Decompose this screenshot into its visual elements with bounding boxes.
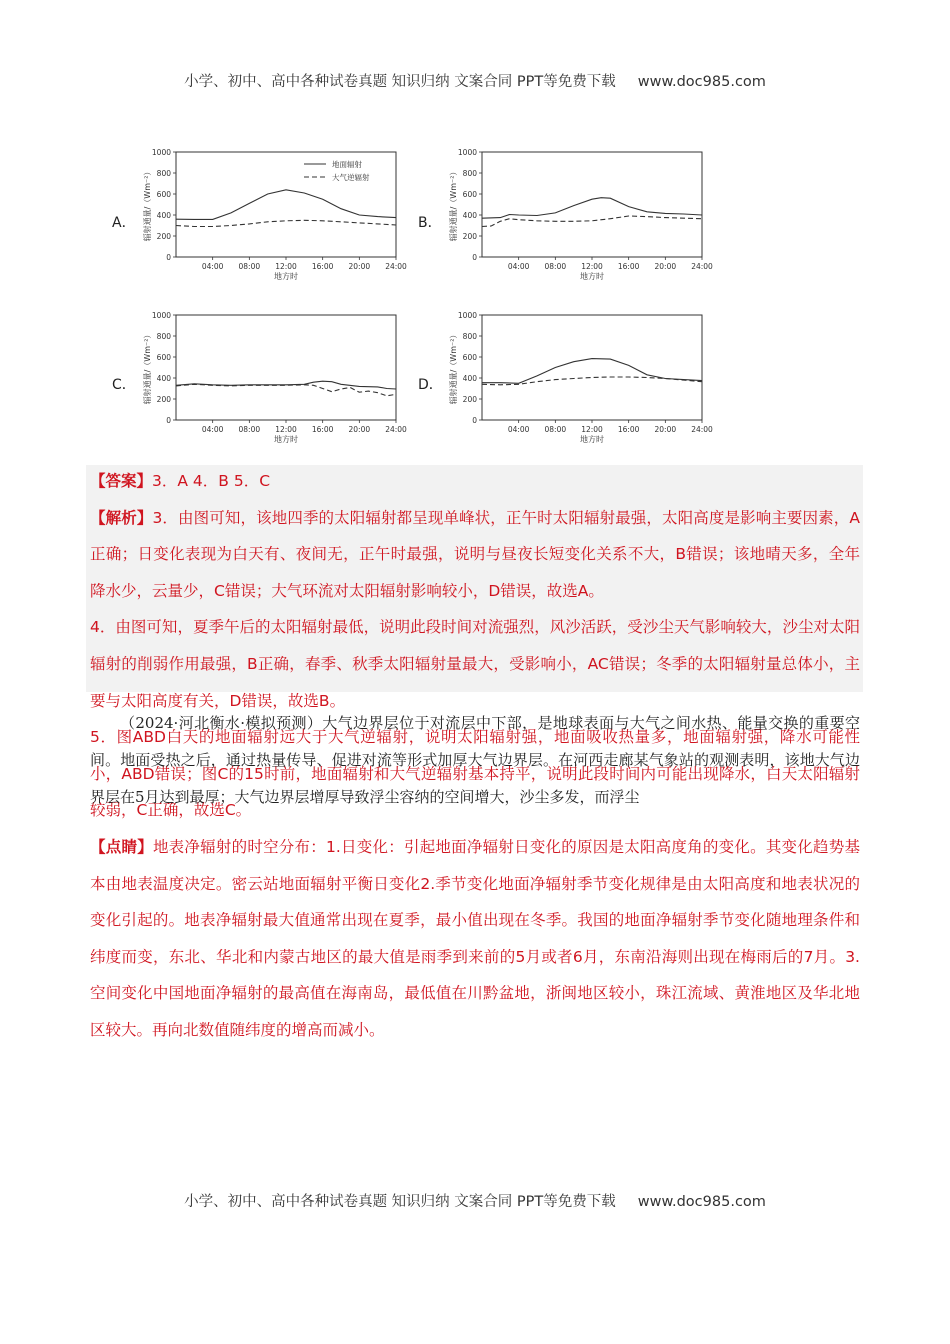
y-axis-label: 辐射通量/（Wm⁻²） <box>449 330 458 405</box>
analysis-text-3: 3．由图可知，该地四季的太阳辐射都呈现单峰状，正午时太阳辐射最强，太阳高度是影响主要因素，A正确；日变化表现为白天有、夜间无，正午时最强，说明与昼夜长短变化关系不大，B错误；该地晴天多，全年降水少，云量少，C错误；大气环流对太阳辐射影响较小，D错误，故选A。 <box>90 508 860 600</box>
x-tick-label: 20:00 <box>348 262 371 271</box>
footer-text: 小学、初中、高中各种试卷真题 知识归纳 文案合同 PPT等免费下载 <box>184 1194 616 1210</box>
tip-paragraph <box>90 829 860 1049</box>
answer-label: 【答案】 <box>90 472 153 490</box>
y-tick-label: 600 <box>156 190 171 199</box>
x-tick-label: 12:00 <box>275 425 297 434</box>
x-tick-label: 08:00 <box>238 262 261 271</box>
x-tick-label: 16:00 <box>617 425 640 434</box>
x-axis-label: 地方时 <box>274 272 298 281</box>
footer-url[interactable]: www.doc985.com <box>637 1194 766 1210</box>
y-tick-label: 0 <box>472 416 477 425</box>
y-tick-label: 1000 <box>457 311 477 320</box>
analysis-paragraph-5: 5．图ABD白天的地面辐射远大于大气逆辐射，说明太阳辐射强，地面吸收热量多，地面辐射强，降水可能性小，ABD错误；图C的15时前，地面辐射和大气逆辐射基本持平，说明此段时间内可能出现降水，白天太阳辐射较弱，C正确，故选C。 <box>90 728 860 820</box>
y-tick-label: 800 <box>462 169 477 178</box>
question-stem <box>90 705 860 816</box>
y-tick-label: 600 <box>462 353 477 362</box>
y-tick-label: 400 <box>462 211 477 220</box>
y-tick-label: 200 <box>462 395 477 404</box>
series-line-ground-radiation <box>176 190 396 220</box>
x-tick-label: 20:00 <box>348 425 371 434</box>
y-tick-label: 800 <box>156 169 171 178</box>
x-tick-label: 08:00 <box>544 262 567 271</box>
x-tick-label: 04:00 <box>507 425 530 434</box>
y-tick-label: 200 <box>156 395 171 404</box>
analysis-paragraph-3 <box>90 500 860 610</box>
y-tick-label: 600 <box>462 190 477 199</box>
x-tick-label: 12:00 <box>581 425 603 434</box>
series-line-counter-radiation <box>176 220 396 226</box>
plot-frame <box>176 152 396 257</box>
series-line-counter-radiation <box>482 216 702 227</box>
x-tick-label: 24:00 <box>691 425 713 434</box>
y-tick-label: 400 <box>156 211 171 220</box>
y-tick-label: 1000 <box>151 311 171 320</box>
x-tick-label: 16:00 <box>311 262 334 271</box>
x-tick-label: 04:00 <box>201 425 224 434</box>
x-tick-label: 24:00 <box>385 262 407 271</box>
header-text: 小学、初中、高中各种试卷真题 知识归纳 文案合同 PPT等免费下载 <box>184 74 616 90</box>
y-tick-label: 1000 <box>151 148 171 157</box>
legend-label: 大气逆辐射 <box>332 173 370 182</box>
x-tick-label: 12:00 <box>581 262 603 271</box>
chart-a <box>140 142 410 282</box>
chart-c <box>140 305 410 445</box>
chart-d <box>446 305 716 445</box>
plot-frame <box>482 315 702 420</box>
x-tick-label: 12:00 <box>275 262 297 271</box>
x-axis-label: 地方时 <box>274 435 298 444</box>
option-label-b: B． <box>418 215 442 231</box>
page-header <box>0 70 950 91</box>
y-axis-label: 辐射通量/（Wm⁻²） <box>449 167 458 242</box>
x-axis-label: 地方时 <box>580 272 604 281</box>
legend-label: 地面辐射 <box>332 160 362 169</box>
series-line-ground-radiation <box>482 359 702 384</box>
analysis-label: 【解析】 <box>90 508 153 527</box>
answer-line <box>90 463 860 500</box>
y-tick-label: 400 <box>156 374 171 383</box>
x-axis-label: 地方时 <box>580 435 604 444</box>
y-tick-label: 0 <box>472 253 477 262</box>
y-tick-label: 800 <box>462 332 477 341</box>
plot-frame <box>482 152 702 257</box>
x-tick-label: 08:00 <box>238 425 261 434</box>
plot-frame <box>176 315 396 420</box>
x-tick-label: 04:00 <box>201 262 224 271</box>
analysis-paragraph-4: 4．由图可知，夏季午后的太阳辐射最低，说明此段时间对流强烈，风沙活跃，受沙尘天气影响较大，沙尘对太阳辐射的削弱作用最强，B正确，春季、秋季太阳辐射量最大，受影响小，AC错误；冬季的太阳辐射量总体小，主要与太阳高度有关，D错误，故选B。 <box>90 618 860 710</box>
x-tick-label: 24:00 <box>691 262 713 271</box>
series-line-ground-radiation <box>482 198 702 219</box>
y-tick-label: 1000 <box>457 148 477 157</box>
tip-text: 地表净辐射的时空分布：1.日变化：引起地面净辐射日变化的原因是太阳高度角的变化。其变化趋势基本由地表温度决定。密云站地面辐射平衡日变化2.季节变化地面净辐射季节变化规律是由太阳高度和地表状况的变化引起的。地表净辐射最大值通常出现在夏季，最小值出现在冬季。我国的地面净辐射季节变化随地理条件和纬度而变，东北、华北和内蒙古地区的最大值是雨季到来前的5月或者6月，东南沿海则出现在梅雨后的7月。3.空间变化中国地面净辐射的最高值在海南岛，最低值在川黔盆地，浙闽地区较小，珠江流域、黄淮地区及华北地区较大。再向北数值随纬度的增高而减小。 <box>90 837 860 1039</box>
page-footer <box>0 1190 950 1211</box>
y-tick-label: 200 <box>156 232 171 241</box>
y-axis-label: 辐射通量/（Wm⁻²） <box>143 167 152 242</box>
x-tick-label: 08:00 <box>544 425 567 434</box>
option-label-a: A． <box>112 215 136 231</box>
y-tick-label: 400 <box>462 374 477 383</box>
y-tick-label: 200 <box>462 232 477 241</box>
x-tick-label: 16:00 <box>617 262 640 271</box>
y-tick-label: 800 <box>156 332 171 341</box>
option-label-c: C． <box>112 377 136 393</box>
header-url[interactable]: www.doc985.com <box>637 74 766 90</box>
x-tick-label: 20:00 <box>654 425 677 434</box>
y-tick-label: 0 <box>166 253 171 262</box>
question-text: （2024·河北衡水·模拟预测）大气边界层位于对流层中下部，是地球表面与大气之间水热、能量交换的重要空间。地面受热之后，通过热量传导、促进对流等形式加厚大气边界层。在河西走廊某气象站的观测表明，该地大气边界层在5月达到最厚；大气边界层增厚导致浮尘容纳的空间增大，沙尘多发，而浮尘 <box>90 714 860 806</box>
x-tick-label: 20:00 <box>654 262 677 271</box>
x-tick-label: 24:00 <box>385 425 407 434</box>
x-tick-label: 04:00 <box>507 262 530 271</box>
y-axis-label: 辐射通量/（Wm⁻²） <box>143 330 152 405</box>
y-tick-label: 600 <box>156 353 171 362</box>
x-tick-label: 16:00 <box>311 425 334 434</box>
option-label-d: D． <box>418 377 443 393</box>
answer-text: 3．A 4．B 5．C <box>152 472 271 490</box>
tip-label: 【点睛】 <box>90 837 153 856</box>
y-tick-label: 0 <box>166 416 171 425</box>
chart-b <box>446 142 716 282</box>
